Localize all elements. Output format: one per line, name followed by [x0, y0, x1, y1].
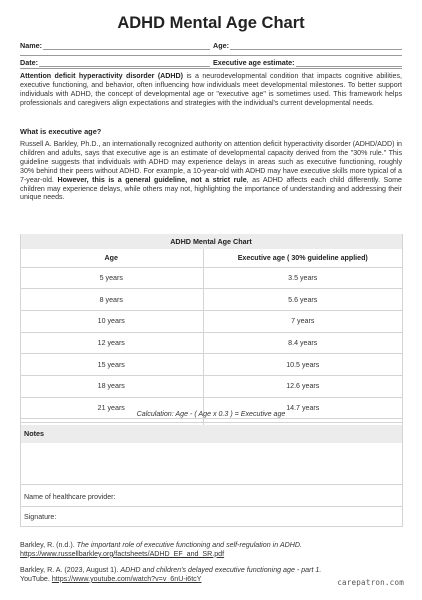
page-title: ADHD Mental Age Chart [117, 14, 305, 32]
signature-row[interactable] [20, 507, 402, 527]
exec-age-field[interactable] [213, 58, 402, 67]
intro-term: Attention deficit hyperactivity disorder (ADHD) [20, 72, 184, 80]
exec-age-cell: 5.6 years [203, 289, 402, 311]
divider [20, 68, 402, 69]
name-age-row [20, 41, 402, 51]
exec-age-label: Executive age estimate: [213, 58, 295, 67]
section-paragraph [20, 140, 402, 202]
age-cell: 15 years [20, 354, 203, 376]
provider-label: Name of healthcare provider: [24, 493, 116, 501]
calculation-formula: Calculation: Age - ( Age x 0.3 ) = Executive age [20, 405, 402, 423]
section-text: Russell A. Barkley, Ph.D., an internationally recognized authority on attention deficit hyperactivity disorder (ADHD/ADD) in children and adults, says that executive age is an estimate of developmental capacity derived from the "30% rule." This guideline suggests that individuals with ADHD may experience delays in areas such as executive functioning, roughly 30% behind their peers without ADHD. For example, a 10-year-old with ADHD may have executive skills more typical of a 7-year-old. [20, 140, 402, 184]
date-input-line[interactable] [39, 59, 210, 67]
age-field[interactable] [213, 41, 402, 50]
age-cell: 5 years [20, 267, 203, 289]
divider [20, 55, 402, 56]
exec-age-cell: 14.7 years [203, 397, 402, 419]
exec-age-cell: 7 years [203, 310, 402, 332]
name-input-line[interactable] [43, 42, 210, 50]
age-label: Age: [213, 41, 229, 50]
ref1-link[interactable]: https://www.russellbarkley.org/factsheets/ADHD_EF_and_SR.pdf [20, 549, 225, 558]
ref1-title: The important role of executive functioning and self-regulation in ADHD. [76, 541, 302, 549]
notes-heading: Notes [20, 425, 402, 443]
ref2-author: Barkley, R. A. (2023, August 1). [20, 566, 121, 574]
date-field[interactable] [20, 58, 210, 67]
age-input-line[interactable] [230, 42, 402, 50]
table-row [20, 267, 402, 289]
exec-age-cell: 3.5 years [203, 267, 402, 289]
table-title: ADHD Mental Age Chart [20, 234, 402, 249]
age-cell: 18 years [20, 375, 203, 397]
age-cell: 8 years [20, 289, 203, 311]
brand-logo-text: carepatron.com [337, 578, 404, 587]
name-label: Name: [20, 41, 42, 50]
table-border-left [20, 234, 21, 527]
table-border-right [402, 234, 403, 527]
date-exec-row [20, 58, 402, 68]
intro-text: is a neurodevelopmental condition that impacts cognitive abilities, executive functioning, and behavior, often influencing how individuals meet developmental milestones. To better support individuals with ADHD, the concept of developmental age or "executive age" is sometimes used. This framework helps professionals and caregivers align expectations and strategies with the individual's current developmental needs. [20, 72, 403, 107]
signature-label: Signature: [24, 513, 57, 521]
reference-1 [20, 541, 402, 559]
table-row [20, 289, 402, 311]
ref2-title: ADHD and children's delayed executive functioning age - part 1. [120, 566, 322, 574]
ref2-source: YouTube. [20, 574, 52, 583]
table-row [20, 375, 402, 397]
exec-age-cell: 12.6 years [203, 375, 402, 397]
table-row [20, 354, 402, 376]
name-field[interactable] [20, 41, 210, 50]
exec-age-cell: 10.5 years [203, 354, 402, 376]
table-row [20, 310, 402, 332]
col-header-exec: Executive age ( 30% guideline applied) [203, 249, 402, 267]
intro-paragraph [20, 72, 402, 108]
table-header-row [20, 249, 402, 267]
date-label: Date: [20, 58, 38, 67]
age-cell: 12 years [20, 332, 203, 354]
col-header-age: Age [20, 249, 203, 267]
table-row [20, 332, 402, 354]
ref2-link[interactable]: https://www.youtube.com/watch?v=v_6nU-i6tcY [51, 574, 202, 583]
exec-age-cell: 8.4 years [203, 332, 402, 354]
section-emphasis: However, this is a general guideline, not a strict rule [57, 175, 247, 184]
section-heading: What is executive age? [20, 127, 102, 136]
section-text-cont: , as ADHD affects each child differently. Some children may experience delays, while others may not, highlighting the importance of understanding and addressing their unique needs. [20, 175, 402, 202]
notes-area[interactable] [20, 443, 402, 485]
exec-age-input-line[interactable] [296, 59, 403, 67]
ref1-author: Barkley, R. (n.d.). [20, 541, 77, 549]
age-cell: 21 years [20, 397, 203, 419]
age-cell: 10 years [20, 310, 203, 332]
provider-name-row[interactable] [20, 487, 402, 507]
